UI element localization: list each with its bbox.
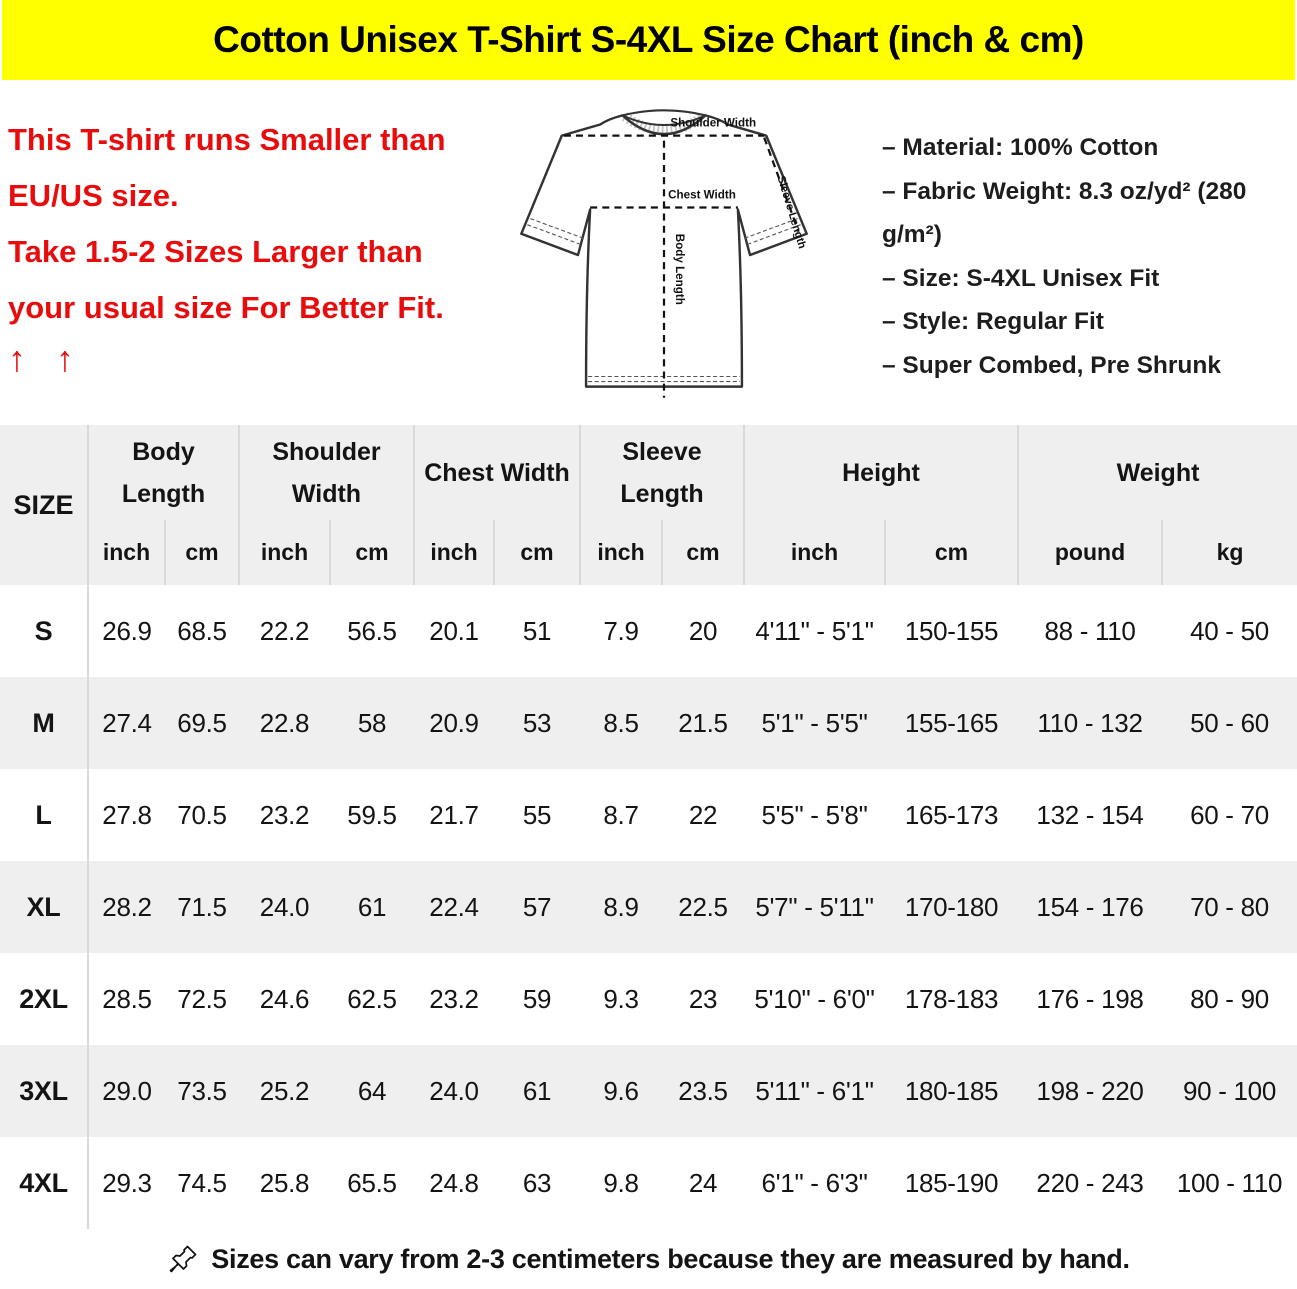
unit-header: kg — [1162, 520, 1297, 585]
unit-header: cm — [885, 520, 1018, 585]
value-cell: 40 - 50 — [1190, 615, 1269, 646]
value-cell: 132 - 154 — [1036, 799, 1144, 830]
value-cell: 71.5 — [177, 891, 227, 922]
value-cell: 5'1" - 5'5" — [761, 707, 868, 738]
value-cell: 6'1" - 6'3" — [761, 1167, 868, 1198]
value-cell: 100 - 110 — [1176, 1167, 1283, 1198]
value-cell: 22.5 — [678, 891, 728, 922]
product-specs — [882, 126, 1292, 387]
value-cell: 88 - 110 — [1044, 615, 1136, 646]
unit-header: inch — [88, 520, 165, 585]
value-cell: 5'7" - 5'11" — [755, 891, 874, 922]
value-cell: 29.0 — [102, 1075, 152, 1106]
value-cell: 23 — [688, 983, 718, 1014]
diagram-label-body-length: Body Length — [673, 233, 687, 305]
unit-header: cm — [494, 520, 580, 585]
spec-item: – Fabric Weight: 8.3 oz/yd² (280 — [882, 177, 1247, 205]
size-cell: 2XL — [0, 953, 88, 1045]
table-row — [0, 861, 1297, 953]
value-cell: 20.9 — [429, 707, 479, 738]
spec-item: – Material: 100% Cotton — [882, 134, 1159, 161]
value-cell: 9.6 — [603, 1075, 639, 1106]
value-cell: 62.5 — [347, 983, 397, 1014]
size-cell: L — [0, 769, 88, 861]
table-row — [0, 1137, 1297, 1229]
column-header-sleeve-length: Sleeve Length — [580, 425, 744, 520]
value-cell: 80 - 90 — [1190, 983, 1269, 1014]
value-cell: 20 — [688, 615, 718, 646]
value-cell: 22 — [688, 799, 718, 830]
value-cell: 23.5 — [678, 1075, 728, 1106]
sizing-notice — [8, 112, 513, 382]
value-cell: 7.9 — [603, 615, 639, 646]
value-cell: 24.0 — [429, 1075, 479, 1106]
column-header-weight: Weight — [1018, 425, 1297, 520]
footnote-text: Sizes can vary from 2-3 centimeters because they are measured by hand. — [211, 1243, 1130, 1274]
value-cell: 24.8 — [429, 1167, 479, 1198]
notice-line: your usual size For Better Fit. — [8, 290, 444, 325]
title-bar — [2, 0, 1295, 80]
value-cell: 4'11" - 5'1" — [755, 615, 874, 646]
value-cell: 170-180 — [904, 891, 999, 922]
value-cell: 5'5" - 5'8" — [761, 799, 868, 830]
diagram-label-shoulder-width: Shoulder Width — [670, 116, 757, 130]
value-cell: 9.8 — [603, 1167, 639, 1198]
value-cell: 198 - 220 — [1036, 1075, 1144, 1106]
value-cell: 59.5 — [347, 799, 397, 830]
value-cell: 51 — [522, 615, 552, 646]
value-cell: 64 — [357, 1075, 387, 1106]
value-cell: 26.9 — [102, 615, 152, 646]
value-cell: 58 — [357, 707, 387, 738]
table-row — [0, 585, 1297, 677]
column-header-body-length: Body Length — [88, 425, 239, 520]
unit-header: inch — [414, 520, 494, 585]
value-cell: 28.5 — [102, 983, 152, 1014]
value-cell: 176 - 198 — [1036, 983, 1144, 1014]
value-cell: 180-185 — [904, 1075, 999, 1106]
value-cell: 150-155 — [904, 615, 999, 646]
notice-line: Take 1.5-2 Sizes Larger than — [8, 234, 423, 269]
value-cell: 63 — [522, 1167, 552, 1198]
value-cell: 22.4 — [429, 891, 479, 922]
value-cell: 21.7 — [429, 799, 479, 830]
unit-header: inch — [239, 520, 330, 585]
unit-header: pound — [1018, 520, 1162, 585]
up-arrows-icon: ↑ ↑ — [8, 338, 85, 379]
value-cell: 20.1 — [429, 615, 479, 646]
page-title: Cotton Unisex T-Shirt S-4XL Size Chart (inch & cm) — [213, 19, 1084, 60]
value-cell: 61 — [357, 891, 387, 922]
value-cell: 70.5 — [177, 799, 227, 830]
size-cell: 4XL — [0, 1137, 88, 1229]
value-cell: 22.8 — [259, 707, 310, 738]
table-row — [0, 769, 1297, 861]
value-cell: 8.7 — [603, 799, 639, 830]
column-header-size: SIZE — [0, 425, 88, 585]
footnote — [0, 1229, 1297, 1289]
value-cell: 55 — [522, 799, 552, 830]
value-cell: 8.9 — [603, 891, 639, 922]
size-cell: S — [0, 585, 88, 677]
spec-item: – Size: S-4XL Unisex Fit — [882, 264, 1160, 292]
size-table-body — [0, 585, 1297, 1229]
value-cell: 110 - 132 — [1037, 707, 1143, 738]
value-cell: 60 - 70 — [1190, 799, 1269, 830]
column-header-height: Height — [744, 425, 1018, 520]
value-cell: 70 - 80 — [1190, 891, 1269, 922]
value-cell: 72.5 — [177, 983, 227, 1014]
value-cell: 185-190 — [904, 1167, 999, 1198]
table-row — [0, 953, 1297, 1045]
table-row — [0, 677, 1297, 769]
value-cell: 25.8 — [259, 1167, 310, 1198]
value-cell: 220 - 243 — [1036, 1167, 1144, 1198]
value-cell: 24 — [688, 1167, 718, 1198]
value-cell: 29.3 — [102, 1167, 152, 1198]
value-cell: 24.0 — [259, 891, 310, 922]
value-cell: 178-183 — [904, 983, 999, 1014]
value-cell: 69.5 — [177, 707, 227, 738]
diagram-label-chest-width: Chest Width — [668, 188, 736, 202]
value-cell: 27.8 — [102, 799, 152, 830]
value-cell: 27.4 — [102, 707, 152, 738]
value-cell: 23.2 — [429, 983, 479, 1014]
value-cell: 155-165 — [904, 707, 999, 738]
spec-item: – Super Combed, Pre Shrunk — [882, 351, 1221, 379]
value-cell: 65.5 — [347, 1167, 397, 1198]
value-cell: 28.2 — [102, 891, 152, 922]
size-chart-table — [0, 425, 1297, 1229]
table-row — [0, 1045, 1297, 1137]
value-cell: 24.6 — [259, 983, 310, 1014]
notice-line: This T-shirt runs Smaller than — [8, 122, 446, 157]
value-cell: 59 — [522, 983, 552, 1014]
value-cell: 74.5 — [177, 1167, 227, 1198]
spec-item: – Style: Regular Fit — [882, 308, 1104, 335]
value-cell: 21.5 — [678, 707, 728, 738]
notice-line: EU/US size. — [8, 178, 179, 213]
value-cell: 5'10" - 6'0" — [754, 983, 875, 1014]
value-cell: 73.5 — [177, 1075, 227, 1106]
pushpin-icon — [167, 1243, 199, 1275]
size-cell: M — [0, 677, 88, 769]
value-cell: 8.5 — [603, 707, 639, 738]
size-cell: XL — [0, 861, 88, 953]
unit-header: inch — [744, 520, 885, 585]
column-header-shoulder-width: Shoulder Width — [239, 425, 414, 520]
unit-header: inch — [580, 520, 662, 585]
value-cell: 90 - 100 — [1182, 1075, 1276, 1106]
unit-header: cm — [662, 520, 744, 585]
value-cell: 57 — [522, 891, 552, 922]
value-cell: 154 - 176 — [1036, 891, 1144, 922]
tshirt-outline-icon — [496, 84, 832, 418]
value-cell: 9.3 — [603, 983, 639, 1014]
value-cell: 61 — [522, 1075, 552, 1106]
value-cell: 25.2 — [259, 1075, 310, 1106]
value-cell: 23.2 — [259, 799, 310, 830]
value-cell: 68.5 — [177, 615, 227, 646]
size-cell: 3XL — [0, 1045, 88, 1137]
value-cell: 53 — [522, 707, 552, 738]
value-cell: 56.5 — [347, 615, 397, 646]
column-header-chest-width: Chest Width — [414, 425, 580, 520]
diagram-label-sleeve-length: Sleeve Length — [774, 174, 809, 251]
unit-header: cm — [330, 520, 414, 585]
unit-header: cm — [165, 520, 239, 585]
value-cell: 22.2 — [259, 615, 310, 646]
value-cell: 165-173 — [904, 799, 999, 830]
tshirt-diagram — [496, 84, 832, 418]
spec-item: g/m²) — [882, 221, 942, 248]
value-cell: 50 - 60 — [1190, 707, 1269, 738]
value-cell: 5'11" - 6'1" — [755, 1075, 874, 1106]
